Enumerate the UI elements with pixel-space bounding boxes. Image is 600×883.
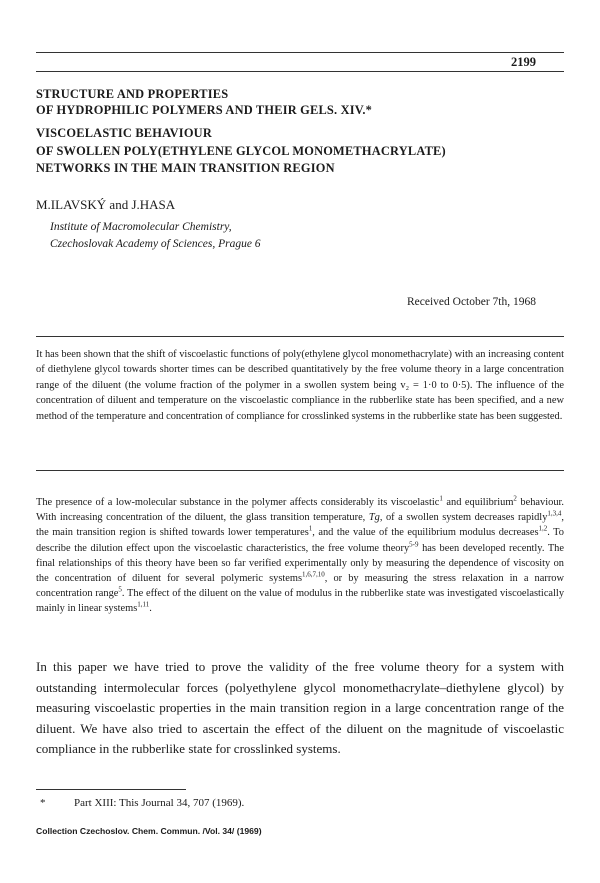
reference-marker: 1,6,7,10	[302, 570, 325, 579]
abstract-top-rule	[36, 336, 564, 337]
top-rule	[36, 52, 564, 53]
title-line-1: STRUCTURE AND PROPERTIES	[36, 87, 229, 101]
intro-text: The presence of a low-molecular substance in the polymer affects considerably its viscoelastic	[36, 497, 440, 508]
journal-footer: Collection Czechoslov. Chem. Commun. /Vol. 34/ (1969)	[36, 826, 262, 836]
footnote-rule	[36, 789, 186, 790]
body-paragraph: In this paper we have tried to prove the validity of the free volume theory for a system with outstanding intermolecular forces (polyethylene glycol monomethacrylate–diethylene glycol) by measuring viscoelastic properties in the main transition region in a large concentration range of the diluent. We have also tried to ascertain the effect of the diluent on the magnitude of viscoelastic compliance in the rubberlike state for crosslinked systems.	[36, 659, 564, 756]
intro-text: , or by measuring the stress relaxation in a narrow concentration range	[36, 573, 564, 600]
intro-text: , the main transition region is shifted towards lower temperatures	[36, 512, 564, 539]
reference-marker: 2	[513, 494, 517, 503]
intro-text: behaviour. With increasing concentration of the diluent, the glass transition temperature,	[36, 497, 565, 524]
intro-paragraph	[36, 495, 564, 617]
intro-text: has been developed recently. The final relationships of this theory have been so far verified experimentally only by measuring the dependence of viscosity on the concentration of diluent for several polymeric systems	[36, 542, 564, 585]
affiliation-line-2: Czechoslovak Academy of Sciences, Prague 6	[50, 238, 261, 250]
reference-marker: 1,3,4	[547, 509, 562, 518]
header-rule	[36, 71, 564, 72]
footnote-mark: *	[40, 797, 46, 809]
abstract: It has been shown that the shift of viscoelastic functions of poly(ethylene glycol monomethacrylate) with an increasing content of diethylene glycol towards shorter times can be described quantitatively by the free volume theory in a large concentration range of the diluent (the volume fraction of the polymer in a swollen system being v₂ = 1·0 to 0·5). The influence of the concentration of diluent and temperature on the viscoelastic compliance in the rubberlike state has been specified, and a new method of the temperature and concentration of compliance for crosslinked systems in the rubberlike state has been suggested.	[36, 349, 564, 422]
footnote	[40, 797, 244, 809]
intro-text: and equilibrium	[442, 497, 514, 508]
title-line-3: VISCOELASTIC BEHAVIOUR	[36, 126, 212, 140]
title-line-4: OF SWOLLEN POLY(ETHYLENE GLYCOL MONOMETHACRYLATE)	[36, 144, 446, 158]
footnote-text: Part XIII: This Journal 34, 707 (1969).	[74, 797, 245, 809]
reference-marker: 1,2	[538, 524, 548, 533]
received-date: Received October 7th, 1968	[406, 296, 536, 308]
page-number: 2199	[511, 55, 536, 69]
intro-text: . To describe the dilution effect upon the viscoelastic characteristics, the free volume theory	[36, 527, 564, 554]
reference-marker: 1	[439, 494, 443, 503]
intro-text: . The effect of the diluent on the value of modulus in the rubberlike state was investigated viscoelastically mainly in linear systems	[36, 588, 565, 615]
glass-transition-symbol: Tg	[368, 512, 380, 524]
intro-text: .	[149, 603, 152, 615]
reference-marker: 1,11	[137, 600, 150, 609]
authors: M.ILAVSKÝ and J.HASA	[36, 197, 176, 212]
reference-marker: 1	[308, 524, 313, 533]
reference-marker: 5	[118, 585, 122, 594]
abstract-bottom-rule	[36, 470, 564, 471]
title-line-5: NETWORKS IN THE MAIN TRANSITION REGION	[36, 161, 335, 175]
intro-text: , and the value of the equilibrium modulus decreases	[312, 527, 539, 539]
affiliation-line-1: Institute of Macromolecular Chemistry,	[50, 221, 232, 233]
intro-text: , of a swollen system decreases rapidly	[379, 512, 548, 524]
title-line-2: OF HYDROPHILIC POLYMERS AND THEIR GELS. XIV.*	[36, 103, 373, 117]
reference-marker: 5-9	[409, 540, 419, 549]
